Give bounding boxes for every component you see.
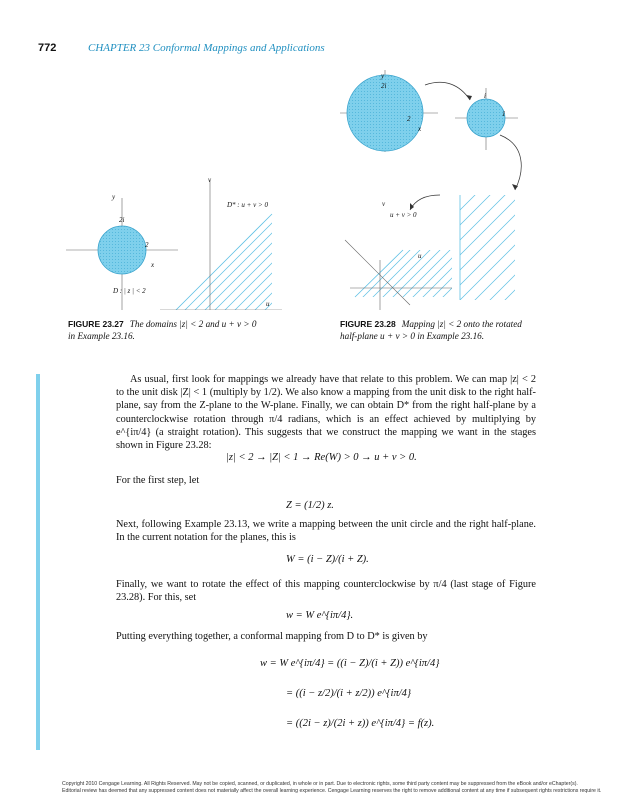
equation-5: w = W e^{iπ/4} = ((i − Z)/(i + Z)) e^{iπ/4} [260,658,440,669]
paragraph-4: Finally, we want to rotate the effect of this mapping counterclockwise by π/4 (last stage of Figure 23.28). For this, set [116,579,536,604]
example-sidebar-bar [36,374,40,750]
fig28-big-disk [340,70,438,152]
fig27-x-label: x [151,261,155,269]
figures-svg [0,60,622,310]
figure-28-caption-text: Mapping |z| < 2 onto the rotated [401,319,522,329]
figure-27-caption [68,318,318,342]
footer-copyright-line-1: Copyright 2010 Cengage Learning. All Rights Reserved. May not be copied, scanned, or duplicated, in whole or in part. Due to electronic rights, some third party content may be suppressed from the eBook and/or eChapter(s). [62,781,578,787]
fig28-v-label: v [382,200,386,208]
footer-copyright-line-2: Editorial review has deemed that any suppressed content does not materially affect the overall learning experience. Cengage Learning reserves the right to remove additional content at any time if subsequent rights restrictions require it. [62,788,602,794]
fig27-u-label: u [266,300,270,308]
paragraph-3: Next, following Example 23.13, we write a mapping between the unit circle and the right half-plane. In the current notation for the planes, this is [116,519,536,544]
fig28-tick-y: 2i [381,82,387,90]
fig28-rotated-plot [340,200,510,310]
fig28-right-halfplane [440,130,540,310]
figure-27-caption-line2: in Example 23.16. [68,331,135,341]
fig28-arrows [410,82,521,210]
fig28-x-label: x [418,125,422,133]
fig28-small-tick-y: i [484,92,486,100]
fig28-small-disk [455,88,518,150]
fig27-boundary-line [168,214,272,310]
fig28-small-tick-x: 1 [502,110,506,118]
fig27-y-label: y [112,193,116,201]
figure-28-label: FIGURE 23.28 [340,319,396,329]
equation-7: = ((2i − z)/(2i + z)) e^{iπ/4} = f(z). [286,718,435,729]
arrow-3 [410,195,440,210]
fig28-tick-x: 2 [407,115,411,123]
fig27-region-label: D : | z | < 2 [113,287,146,295]
fig28-u-label: u [418,252,422,260]
chapter-title: CHAPTER 23 Conformal Mappings and Applications [88,42,325,54]
paragraph-2: For the first step, let [116,475,200,486]
figure-27-caption-text: The domains |z| < 2 and u + v > 0 [129,319,257,329]
fig27-tick-y: 2i [119,216,125,224]
fig27-halfplane-plot [130,176,390,310]
paragraph-1: As usual, first look for mappings we already have that relate to this problem. We can map |z| < 2 to the unit disk |Z| < 1 (multiply by 1/2). We also know a mapping from the unit disk to the right half-plane, say from the Z-plane to the W-plane. Finally, we can obtain D* from the right half-plane by a counterclockwise rotation through π/4 radians, which is an effect achieved by multiplying by e^{iπ/4} (a straight rotation). This suggests that we construct the mapping we want in the stages shown in Figure 23.28: [116,374,536,452]
fig28-y-label: y [381,72,385,80]
fig28-region-label: u + v > 0 [390,211,417,219]
fig27-disk-plot [66,193,178,310]
equation-6: = ((i − z/2)/(i + z/2)) e^{iπ/4} [286,688,412,699]
arrow-1 [425,82,470,100]
figure-27-label: FIGURE 23.27 [68,319,124,329]
equation-2: Z = (1/2) z. [286,500,334,511]
figure-28-caption [340,318,590,342]
figure-28-caption-line2: half-plane u + v > 0 in Example 23.16. [340,331,485,341]
equation-3: W = (i − Z)/(i + Z). [286,554,369,565]
fig27-dstar-label: D* : u + v > 0 [227,201,268,209]
equation-1: |z| < 2 → |Z| < 1 → Re(W) > 0 → u + v > 0. [226,452,417,463]
arrow-2 [500,135,521,190]
paragraph-5: Putting everything together, a conformal mapping from D to D* is given by [116,631,428,642]
fig27-disk [98,226,146,274]
page-number: 772 [38,42,57,54]
fig27-v-label: v [208,176,212,184]
fig27-tick-x: 2 [145,241,149,249]
equation-4: w = W e^{iπ/4}. [286,610,354,621]
